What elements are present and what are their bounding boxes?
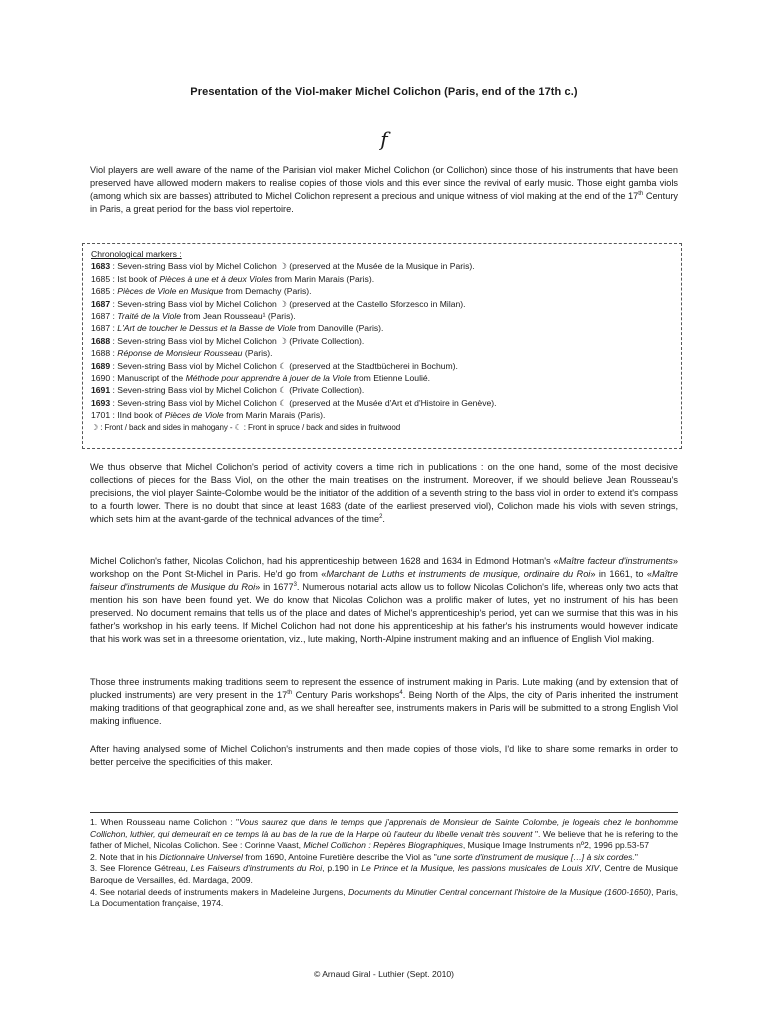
chronology-text: :	[110, 348, 118, 359]
chronology-text: :	[110, 286, 118, 297]
chronology-work-title: L'Art de toucher le Dessus et la Basse de Viole	[117, 323, 297, 334]
fn2-a: 2. Note that in his	[90, 851, 160, 862]
fn4-a: 4. See notarial deeds of instruments makers in Madeleine Jurgens,	[90, 886, 349, 897]
chronology-year: 1687	[91, 311, 111, 322]
p4-c: . Being North of the Alps, the city of Paris inherited the instrument making traditions of that geographical zone and, as we shall hereafter see, instruments makers in Paris will be submitted to a strong English Viol making influence.	[90, 690, 678, 726]
paragraph-father	[90, 555, 678, 646]
chronology-work-title: Méthode pour apprendre à jouer de la Viole	[185, 373, 352, 384]
chronology-text: : Ist book of	[110, 273, 160, 284]
chronology-box	[82, 243, 682, 449]
p3-b-italic: Marchant de Luths et instruments de musique, ordinaire du Roi	[326, 569, 591, 579]
chronology-year: 1691	[91, 385, 111, 396]
p4-a: Those three instruments making traditions seem to represent the essence of instrument making in Paris. Lute making (and by extension that of plucked instruments) are very present in the 17	[90, 677, 678, 700]
chronology-year: 1689	[91, 360, 111, 371]
chronology-year: 1687	[91, 323, 111, 334]
fn1-b: ". We believe that he is refering to the father of Michel, Nicolas Colichon. See : Corinne Vaast,	[90, 828, 678, 851]
chronology-year: 1685	[91, 273, 111, 284]
fn1-c: , Musique Image Instruments nº2, 1996 pp.53-57	[462, 840, 650, 851]
chronology-entry	[91, 384, 673, 396]
chronology-year: 1690	[91, 373, 111, 384]
chronology-year: 1693	[91, 397, 111, 408]
chronology-work-title: Pièces à une et à deux Violes	[159, 273, 273, 284]
ornament-glyph: f	[380, 127, 388, 151]
chronology-text-end: from Jean Rousseau¹ (Paris).	[181, 311, 296, 322]
chronology-entry	[91, 347, 673, 359]
chronology-text: :	[110, 311, 118, 322]
p3-e: . Numerous notarial acts allow us to follow Nicolas Colichon's life, whereas only two acts that mention his son have been found yet. We do know that Nicolas Colichon was a prolific maker of lutes, yet no instrument of his has been preserved. No document remains that tells us of the place and dates of Michel's apprenticeship's period, yet can we surmise that this was in his father's workshop in his early teens. If Michel Colichon had not done his apprenticeship at his father's his instruments would however indicate that his work was set in a threesome orientation, viz., lute making, North-Alpine instrument making and an influence of English Viol making.	[90, 582, 679, 644]
footnotes	[90, 817, 678, 910]
footnote-4	[90, 887, 678, 910]
fn2-b: from 1690, Antoine Furetière describe the Viol as "	[242, 851, 437, 862]
chronology-text: : Seven-string Bass viol by Michel Colichon ☽ (preserved at the Castello Sforzesco in Milan).	[110, 298, 466, 309]
chronology-year: 1688	[91, 335, 111, 346]
chronology-text-end: from Demachy (Paris).	[223, 286, 312, 297]
chronology-list	[91, 260, 673, 421]
chronology-work-title: Pièces de Viole	[164, 410, 224, 421]
chronology-text-end: from Etienne Loulié.	[351, 373, 431, 384]
fn2-c: "	[634, 851, 638, 862]
p3-c: » in 1661, to «	[590, 569, 652, 579]
intro-sup: th	[638, 190, 644, 197]
p3-d: » in 1677	[255, 582, 294, 592]
fn2-italic: Dictionnaire Universel	[159, 851, 243, 862]
fn4-italic: Documents du Minutier Central concernant l'histoire de la Musique (1600-1650)	[348, 886, 652, 897]
chronology-work-title: Réponse de Monsieur Rousseau	[117, 348, 243, 359]
chronology-entry	[91, 409, 673, 421]
chronology-text-end: from Marin Marais (Paris).	[272, 273, 375, 284]
chronology-text-end: from Marin Marais (Paris).	[223, 410, 326, 421]
intro-text: Viol players are well aware of the name of the Parisian viol maker Michel Colichon (or Collichon) since those of his instruments that have been preserved have allowed modern makers to realise copies of those viols and this ever since the revival of early music. Those eight gamba viols (among which six are basses) attributed to Michel Colichon represent a precious and unique witness of viol making at the end of the 17	[90, 165, 678, 201]
chronology-entry	[91, 360, 673, 372]
chronology-year: 1687	[91, 298, 111, 309]
chronology-work-title: Traité de la Viole	[117, 311, 181, 322]
chronology-text: : Seven-string Bass viol by Michel Colichon ☾ (preserved at the Stadtbücherei in Bochum).	[110, 360, 458, 371]
fn3-b: , p.190 in	[322, 863, 362, 874]
p3-sup: 3	[293, 581, 297, 588]
chronology-entry	[91, 397, 673, 409]
chronology-entry	[91, 310, 673, 322]
p3-a: Michel Colichon's father, Nicolas Colichon, had his apprenticeship between 1628 and 1634 in Edmond Hotman's «	[90, 556, 559, 566]
fn3-c: , Centre de Musique Baroque de Versailles, éd. Mardaga, 2009.	[90, 863, 678, 885]
chronology-text: : Manuscript of the	[110, 373, 186, 384]
chronology-text: : IInd book of	[110, 410, 165, 421]
chronology-entry	[91, 285, 673, 297]
footnote-1	[90, 817, 678, 852]
chronology-text: : Seven-string Bass viol by Michel Colichon ☾ (preserved at the Musée d'Art et d'Histoire in Genève).	[110, 397, 497, 408]
paragraph-traditions	[90, 676, 678, 728]
chronology-year: 1688	[91, 348, 111, 359]
chronology-entry	[91, 322, 673, 334]
chronology-year: 1701	[91, 410, 111, 421]
fn1-italic-2: Michel Collichon : Repères Biographiques	[303, 840, 463, 851]
chronology-legend: ☽ : Front / back and sides in mahogany - ☾ : Front in spruce / back and sides in fruitwood	[91, 422, 401, 432]
chronology-work-title: Pièces de Viole en Musique	[117, 286, 224, 297]
p3-b: » workshop on the Pont St-Michel in Paris. He'd go from «	[90, 556, 678, 579]
chronology-text-end: from Danoville (Paris).	[296, 323, 384, 334]
p4-sup1: th	[287, 689, 293, 696]
intro-paragraph	[90, 164, 678, 216]
page-title: Presentation of the Viol-maker Michel Colichon (Paris, end of the 17th c.)	[190, 86, 578, 98]
paragraph-activity-text: We thus observe that Michel Colichon's period of activity covers a time rich in publications : on the one hand, some of the most decisive collections of pieces for the Bass Viol, on the other the main treatises on the instrument. Moreover, if we should believe Jean Rousseau's precisions, the viol player Sainte-Colombe would be the initiator of the addition of a seventh string to the bass viol in order to extend it's compass to a fourth lower. There is no doubt that since at least 1683 (date of the earliest preserved viol), Colichon made his viols with seven strings, which sets him at the avant-garde of the technical advances of the time	[90, 462, 678, 524]
chronology-text: :	[110, 323, 118, 334]
paragraph-activity	[90, 461, 678, 526]
chronology-year: 1683	[91, 261, 111, 272]
p4-b: Century Paris workshops	[292, 690, 400, 700]
chronology-text-end: (Paris).	[242, 348, 273, 359]
intro-text-end: Century in Paris, a great period for the bass viol repertoire.	[90, 191, 678, 214]
paragraph-activity-end: .	[382, 514, 385, 524]
p4-sup2: 4	[399, 689, 403, 696]
page-footer: © Arnaud Giral - Luthier (Sept. 2010)	[313, 969, 455, 979]
chronology-year: 1685	[91, 286, 111, 297]
fn3-italic-2: Le Prince et la Musique, les passions musicales de Louis XIV	[361, 863, 600, 874]
chronology-text: : Seven-string Bass viol by Michel Colichon ☾ (Private Collection).	[110, 385, 365, 396]
chronology-entry	[91, 260, 673, 272]
chronology-text: : Seven-string Bass viol by Michel Colichon ☽ (Private Collection).	[110, 335, 365, 346]
chronology-entry	[91, 273, 673, 285]
fn1-italic: Vous saurez que dans le temps que j'apprenais de Monsieur de Sainte Colombe, je logeais chez le bonhomme Collichon, luthier, qui demeurait en ce temps là au bas de la rue de la Harpe où l'auteur du libelle venait très souvent	[90, 817, 679, 839]
chronology-entry	[91, 298, 673, 310]
chronology-entry	[91, 372, 673, 384]
fn4-b: , Paris, La Documentation française, 1974.	[90, 886, 679, 909]
footnote-divider	[90, 812, 678, 813]
fn3-italic: Les Faiseurs d'instruments du Roi	[190, 863, 323, 874]
footnote-2	[90, 852, 678, 864]
fn3-a: 3. See Florence Gétreau,	[90, 863, 191, 874]
p3-c-italic: Maître faiseur d'instruments de Musique du Roi	[90, 569, 679, 592]
p3-a-italic: Maître facteur d'instruments	[558, 556, 673, 566]
chronology-entry	[91, 335, 673, 347]
footnote-3	[90, 863, 678, 886]
paragraph-closing: After having analysed some of Michel Colichon's instruments and then made copies of those viols, I'd like to share some remarks in order to better perceive the specificities of this maker.	[90, 744, 678, 767]
paragraph-activity-sup: 2	[379, 513, 383, 520]
fn1-a: 1. When Rousseau name Colichon : "	[90, 817, 240, 827]
chronology-header: Chronological markers :	[91, 249, 182, 259]
chronology-text: : Seven-string Bass viol by Michel Colichon ☽ (preserved at the Musée de la Musique in Paris).	[110, 261, 475, 272]
fn2-italic-2: une sorte d'instrument de musique […] à six cordes.	[436, 851, 635, 862]
